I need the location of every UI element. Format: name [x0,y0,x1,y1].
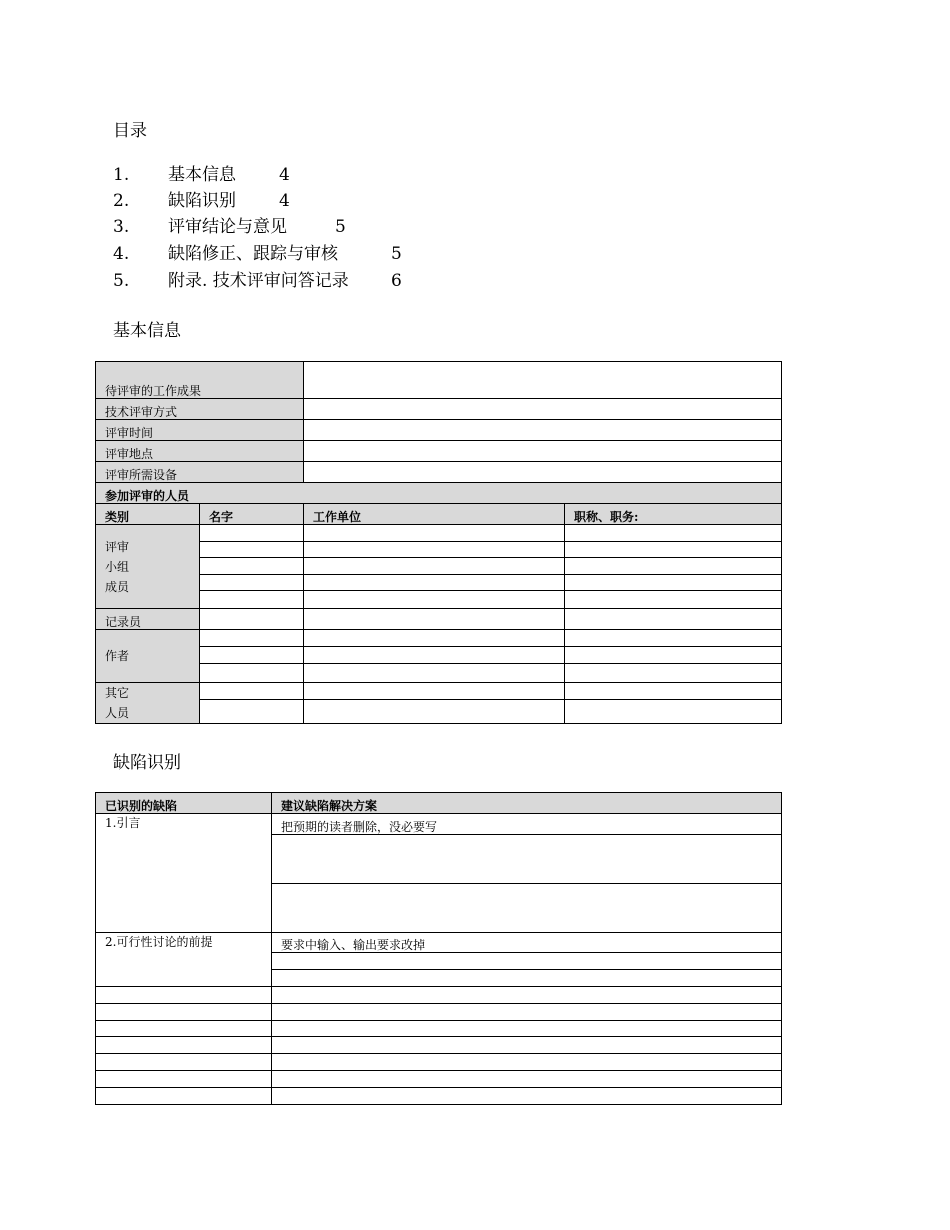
toc-item-number: 1. [113,165,130,185]
participant-org-cell[interactable] [304,525,565,542]
toc-item-text: 缺陷识别 [168,191,236,211]
solution-cell[interactable] [272,953,782,970]
field-label: 评审地点 [96,441,304,462]
field-label: 待评审的工作成果 [96,362,304,399]
participant-title-cell[interactable] [565,525,782,542]
field-value[interactable] [304,362,782,399]
defect-cell[interactable]: 2.可行性讨论的前提 [96,933,272,987]
toc-item-page: 4 [279,191,290,211]
category-author: 作者 [96,630,200,683]
category-others-line: 人员 [105,706,130,720]
participant-org-cell[interactable] [304,647,565,664]
participant-title-cell[interactable] [565,575,782,591]
defect-cell[interactable]: 1.引言 [96,814,272,933]
toc-item[interactable] [113,162,413,188]
toc-item-page: 6 [391,271,402,291]
participant-title-cell[interactable] [565,609,782,630]
solution-cell[interactable] [272,884,782,933]
participant-name-cell[interactable] [200,575,304,591]
solution-cell[interactable] [272,835,782,884]
participant-title-cell[interactable] [565,542,782,558]
participant-name-cell[interactable] [200,525,304,542]
participant-name-cell[interactable] [200,700,304,724]
section-heading-basic-info: 基本信息 [113,321,181,341]
category-reviewers-line: 小组 [105,559,130,574]
column-header-name: 名字 [200,504,304,525]
participant-org-cell[interactable] [304,664,565,683]
column-header-title: 职称、职务: [565,504,782,525]
toc-item-number: 3. [113,217,130,237]
solution-cell[interactable] [272,1054,782,1071]
solution-cell[interactable] [272,1037,782,1054]
participant-name-cell[interactable] [200,664,304,683]
category-reviewers [96,525,200,609]
solution-cell[interactable] [272,987,782,1004]
toc-item-number: 5. [113,271,130,291]
defect-cell[interactable] [96,1071,272,1088]
participant-title-cell[interactable] [565,647,782,664]
category-recorder: 记录员 [96,609,200,630]
category-others [96,683,200,724]
category-reviewers-line: 评审 [105,539,130,554]
participant-name-cell[interactable] [200,683,304,700]
solution-cell[interactable] [272,1088,782,1105]
toc-item-text: 评审结论与意见 [168,217,287,237]
participant-name-cell[interactable] [200,609,304,630]
defect-cell[interactable] [96,987,272,1004]
participant-title-cell[interactable] [565,664,782,683]
defect-cell[interactable] [96,1037,272,1054]
field-value[interactable] [304,462,782,483]
field-label: 技术评审方式 [96,399,304,420]
toc-item-page: 5 [335,217,346,237]
participant-name-cell[interactable] [200,591,304,609]
toc-item-text: 基本信息 [168,165,236,185]
participant-org-cell[interactable] [304,542,565,558]
toc-item-text: 缺陷修正、跟踪与审核 [168,244,338,264]
participant-title-cell[interactable] [565,683,782,700]
toc-item[interactable] [113,241,433,267]
participant-title-cell[interactable] [565,591,782,609]
participant-name-cell[interactable] [200,542,304,558]
participant-title-cell[interactable] [565,630,782,647]
field-value[interactable] [304,399,782,420]
participant-org-cell[interactable] [304,630,565,647]
toc-item-number: 4. [113,244,130,264]
category-others-line: 其它 [105,686,130,700]
field-value[interactable] [304,420,782,441]
solution-cell[interactable] [272,970,782,987]
toc-title: 目录 [113,121,147,141]
toc-item-number: 2. [113,191,130,211]
participant-org-cell[interactable] [304,683,565,700]
participant-name-cell[interactable] [200,630,304,647]
toc-item-page: 4 [279,165,290,185]
field-value[interactable] [304,441,782,462]
participant-org-cell[interactable] [304,591,565,609]
defects-table [95,792,782,1105]
column-header-category: 类别 [96,504,200,525]
field-label: 评审时间 [96,420,304,441]
column-header-solution: 建议缺陷解决方案 [272,793,782,814]
field-label: 评审所需设备 [96,462,304,483]
participant-org-cell[interactable] [304,575,565,591]
category-reviewers-line: 成员 [105,579,130,594]
solution-cell[interactable] [272,1071,782,1088]
toc-item[interactable] [113,188,413,214]
solution-cell[interactable]: 把预期的读者删除，没必要写 [272,814,782,835]
toc-item-text: 附录. 技术评审问答记录 [168,271,349,291]
toc-item-page: 5 [391,244,402,264]
participant-title-cell[interactable] [565,558,782,575]
participant-org-cell[interactable] [304,609,565,630]
participant-name-cell[interactable] [200,558,304,575]
defect-cell[interactable] [96,1088,272,1105]
solution-cell[interactable]: 要求中输入、输出要求改掉 [272,933,782,953]
basic-info-table [95,361,782,724]
defect-cell[interactable] [96,1054,272,1071]
column-header-organization: 工作单位 [304,504,565,525]
defect-cell[interactable] [96,1021,272,1037]
participant-title-cell[interactable] [565,700,782,724]
column-header-defect: 已识别的缺陷 [96,793,272,814]
solution-cell[interactable] [272,1021,782,1037]
participant-org-cell[interactable] [304,558,565,575]
section-heading-defects: 缺陷识别 [113,753,181,773]
participant-org-cell[interactable] [304,700,565,724]
participant-name-cell[interactable] [200,647,304,664]
toc-item[interactable] [113,268,433,294]
defect-cell[interactable] [96,1004,272,1021]
participants-header: 参加评审的人员 [96,483,782,504]
toc-item[interactable] [113,214,413,240]
solution-cell[interactable] [272,1004,782,1021]
